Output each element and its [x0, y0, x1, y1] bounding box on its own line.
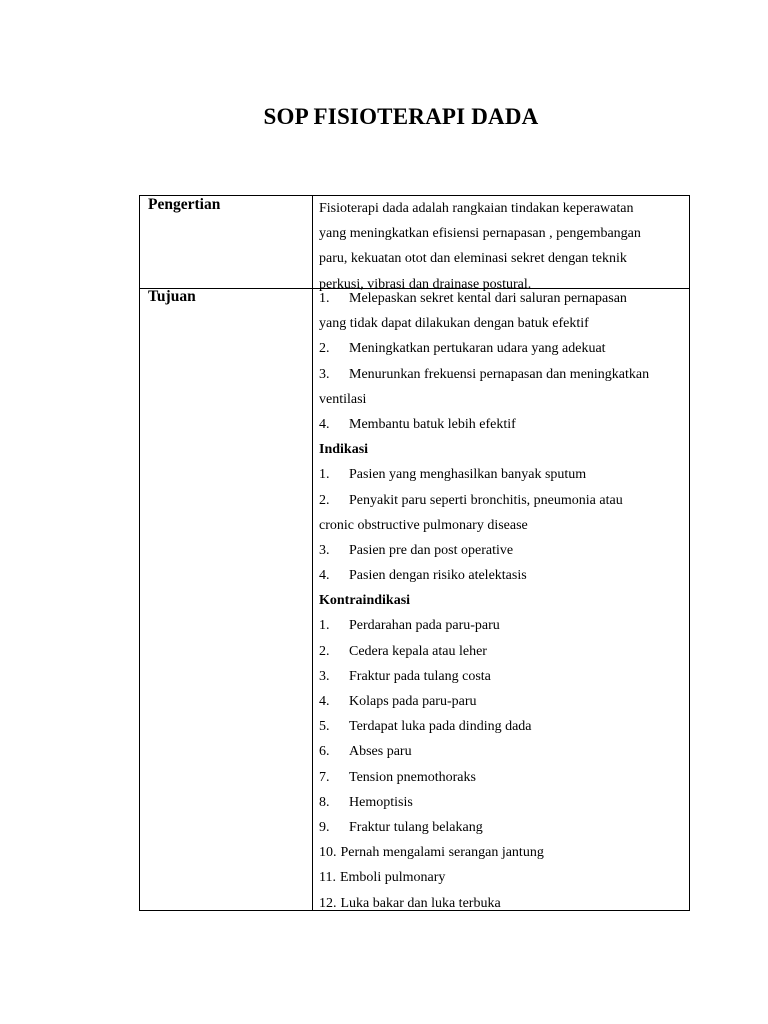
item-number: 3.: [319, 668, 330, 684]
item-text: Pasien pre dan post operative: [349, 542, 514, 558]
list-item: [319, 412, 687, 437]
item-number: 1.: [319, 618, 330, 634]
row-label-tujuan: Tujuan: [148, 288, 196, 305]
list-item: [319, 362, 687, 387]
definition-line: paru, kekuatan otot dan eleminasi sekret dengan teknik: [319, 251, 627, 267]
item-number: 2.: [319, 341, 330, 357]
sop-table: [139, 195, 690, 911]
list-item: [319, 563, 687, 588]
row-label-pengertian: Pengertian: [148, 196, 221, 213]
item-text: Tension pnemothoraks: [349, 769, 476, 785]
item-number: 1.: [319, 291, 330, 306]
item-text: Perdarahan pada paru-paru: [349, 618, 500, 634]
pengertian-cell: [319, 196, 687, 297]
item-text: Hemoptisis: [349, 794, 413, 810]
item-number: 3.: [319, 366, 330, 382]
item-continuation: cronic obstructive pulmonary disease: [319, 517, 528, 533]
item-number: 2.: [319, 492, 330, 508]
item-text: Melepaskan sekret kental dari saluran pernapasan: [349, 291, 627, 306]
item-number: 4.: [319, 416, 330, 432]
definition-line: perkusi, vibrasi dan drainase postural.: [319, 276, 532, 292]
indikasi-list: [319, 462, 687, 588]
item-text: Kolaps pada paru-paru: [349, 694, 477, 709]
item-text: Abses paru: [349, 744, 412, 760]
item-text: Emboli pulmonary: [339, 870, 446, 886]
item-number: 3.: [319, 542, 330, 558]
item-text: Fraktur pada tulang costa: [349, 668, 491, 684]
definition-line: Fisioterapi dada adalah rangkaian tindakan keperawatan: [319, 201, 634, 216]
list-item: [319, 765, 687, 790]
item-number: 12.: [319, 895, 337, 911]
kontraindikasi-list: [319, 613, 687, 915]
list-item: [319, 538, 687, 563]
item-text: Pernah mengalami serangan jantung: [340, 845, 544, 861]
item-number: 2.: [319, 643, 330, 659]
item-text: Pasien dengan risiko atelektasis: [349, 568, 527, 584]
item-text: Meningkatkan pertukaran udara yang adekuat: [349, 341, 606, 357]
item-number: 6.: [319, 744, 330, 760]
item-number: 8.: [319, 794, 330, 810]
item-number: 10.: [319, 845, 337, 861]
tujuan-cell: [319, 286, 687, 916]
item-text: Luka bakar dan luka terbuka: [340, 895, 501, 911]
list-item: [319, 790, 687, 815]
item-number: 4.: [319, 694, 330, 709]
list-item: [319, 865, 687, 890]
list-item: [319, 891, 687, 916]
item-text: Menurunkan frekuensi pernapasan dan meningkatkan: [349, 366, 650, 382]
item-number: 11.: [319, 870, 336, 886]
item-continuation: yang tidak dapat dilakukan dengan batuk efektif: [319, 316, 589, 332]
item-text: Membantu batuk lebih efektif: [349, 416, 516, 432]
list-item: [319, 613, 687, 638]
list-item: [319, 739, 687, 764]
list-item: [319, 286, 687, 311]
goals-list: [319, 286, 687, 437]
item-text: Penyakit paru seperti bronchitis, pneumonia atau: [349, 492, 623, 508]
list-item: [319, 462, 687, 487]
item-number: 7.: [319, 769, 330, 785]
list-item: [319, 336, 687, 361]
list-item: [319, 815, 687, 840]
item-text: Cedera kepala atau leher: [349, 643, 487, 659]
item-text: Fraktur tulang belakang: [349, 819, 483, 835]
list-item: [319, 840, 687, 865]
item-number: 1.: [319, 467, 330, 483]
item-number: 9.: [319, 819, 330, 835]
item-text: Terdapat luka pada dinding dada: [349, 719, 532, 735]
definition-line: yang meningkatkan efisiensi pernapasan , pengembangan: [319, 226, 641, 242]
item-number: 4.: [319, 568, 330, 584]
list-item: [319, 488, 687, 513]
list-item: [319, 689, 687, 714]
indikasi-heading: Indikasi: [319, 442, 369, 458]
item-number: 5.: [319, 719, 330, 735]
item-text: Pasien yang menghasilkan banyak sputum: [349, 467, 587, 483]
list-item: [319, 639, 687, 664]
kontraindikasi-heading: Kontraindikasi: [319, 593, 411, 609]
item-continuation: ventilasi: [319, 391, 367, 407]
list-item: [319, 664, 687, 689]
list-item: [319, 714, 687, 739]
document-title: SOP FISIOTERAPI DADA: [263, 104, 539, 129]
